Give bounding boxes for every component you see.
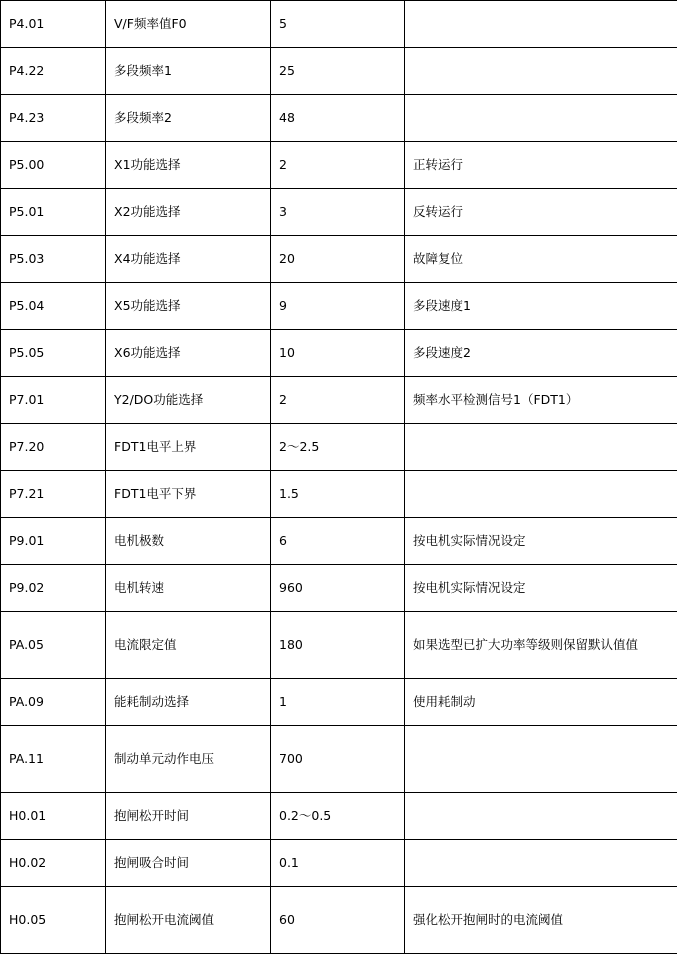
cell-parameter-name: 电机极数 — [106, 518, 271, 565]
cell-parameter-value: 2 — [271, 142, 405, 189]
cell-parameter-name: 抱闸松开电流阈值 — [106, 887, 271, 954]
cell-parameter-name: 抱闸吸合时间 — [106, 840, 271, 887]
table-row — [1, 424, 677, 471]
cell-parameter-remark: 按电机实际情况设定 — [405, 518, 677, 565]
cell-parameter-value: 3 — [271, 189, 405, 236]
cell-parameter-remark: 反转运行 — [405, 189, 677, 236]
cell-parameter-code: P5.04 — [1, 283, 106, 330]
cell-parameter-name: 多段频率1 — [106, 48, 271, 95]
cell-parameter-code: P5.05 — [1, 330, 106, 377]
cell-parameter-code: P4.01 — [1, 1, 106, 48]
cell-parameter-name: 电流限定值 — [106, 612, 271, 679]
cell-parameter-remark: 多段速度1 — [405, 283, 677, 330]
cell-parameter-remark: 正转运行 — [405, 142, 677, 189]
cell-parameter-name: 电机转速 — [106, 565, 271, 612]
cell-parameter-value: 180 — [271, 612, 405, 679]
cell-parameter-value: 25 — [271, 48, 405, 95]
cell-parameter-name: X5功能选择 — [106, 283, 271, 330]
cell-parameter-value: 1 — [271, 679, 405, 726]
cell-parameter-code: H0.02 — [1, 840, 106, 887]
cell-parameter-remark: 多段速度2 — [405, 330, 677, 377]
cell-parameter-code: P9.02 — [1, 565, 106, 612]
cell-parameter-value: 2 — [271, 377, 405, 424]
cell-parameter-value: 5 — [271, 1, 405, 48]
table-row — [1, 887, 677, 954]
cell-parameter-name: X2功能选择 — [106, 189, 271, 236]
table-row — [1, 283, 677, 330]
cell-parameter-code: P7.21 — [1, 471, 106, 518]
table-row — [1, 840, 677, 887]
cell-parameter-remark: 故障复位 — [405, 236, 677, 283]
cell-parameter-value: 60 — [271, 887, 405, 954]
cell-parameter-code: P5.01 — [1, 189, 106, 236]
cell-parameter-remark — [405, 793, 677, 840]
cell-parameter-code: P5.00 — [1, 142, 106, 189]
cell-parameter-value: 960 — [271, 565, 405, 612]
cell-parameter-name: 能耗制动选择 — [106, 679, 271, 726]
table-row — [1, 518, 677, 565]
cell-parameter-name: FDT1电平上界 — [106, 424, 271, 471]
cell-parameter-code: P4.22 — [1, 48, 106, 95]
cell-parameter-remark: 按电机实际情况设定 — [405, 565, 677, 612]
cell-parameter-remark: 如果选型已扩大功率等级则保留默认值值 — [405, 612, 677, 679]
table-row — [1, 236, 677, 283]
cell-parameter-remark: 频率水平检测信号1（FDT1） — [405, 377, 677, 424]
table-row — [1, 1, 677, 48]
cell-parameter-remark — [405, 424, 677, 471]
cell-parameter-value: 0.1 — [271, 840, 405, 887]
cell-parameter-name: X1功能选择 — [106, 142, 271, 189]
table-row — [1, 565, 677, 612]
table-row — [1, 330, 677, 377]
parameter-table-body — [1, 1, 677, 954]
cell-parameter-name: 抱闸松开时间 — [106, 793, 271, 840]
table-row — [1, 471, 677, 518]
cell-parameter-name: FDT1电平下界 — [106, 471, 271, 518]
cell-parameter-remark — [405, 1, 677, 48]
cell-parameter-value: 20 — [271, 236, 405, 283]
cell-parameter-name: X4功能选择 — [106, 236, 271, 283]
cell-parameter-remark — [405, 840, 677, 887]
cell-parameter-value: 700 — [271, 726, 405, 793]
cell-parameter-remark — [405, 48, 677, 95]
cell-parameter-remark — [405, 726, 677, 793]
cell-parameter-code: PA.09 — [1, 679, 106, 726]
table-row — [1, 726, 677, 793]
cell-parameter-code: PA.11 — [1, 726, 106, 793]
cell-parameter-name: Y2/DO功能选择 — [106, 377, 271, 424]
cell-parameter-code: P7.01 — [1, 377, 106, 424]
cell-parameter-value: 1.5 — [271, 471, 405, 518]
cell-parameter-name: V/F频率值F0 — [106, 1, 271, 48]
cell-parameter-value: 9 — [271, 283, 405, 330]
cell-parameter-value: 2～2.5 — [271, 424, 405, 471]
cell-parameter-code: PA.05 — [1, 612, 106, 679]
cell-parameter-name: 制动单元动作电压 — [106, 726, 271, 793]
cell-parameter-value: 48 — [271, 95, 405, 142]
table-row — [1, 189, 677, 236]
cell-parameter-remark — [405, 471, 677, 518]
table-row — [1, 679, 677, 726]
cell-parameter-value: 10 — [271, 330, 405, 377]
cell-parameter-code: H0.05 — [1, 887, 106, 954]
table-row — [1, 612, 677, 679]
cell-parameter-code: P9.01 — [1, 518, 106, 565]
table-row — [1, 142, 677, 189]
cell-parameter-name: 多段频率2 — [106, 95, 271, 142]
table-row — [1, 377, 677, 424]
cell-parameter-code: H0.01 — [1, 793, 106, 840]
cell-parameter-code: P5.03 — [1, 236, 106, 283]
cell-parameter-value: 0.2～0.5 — [271, 793, 405, 840]
cell-parameter-remark: 强化松开抱闸时的电流阈值 — [405, 887, 677, 954]
table-row — [1, 793, 677, 840]
cell-parameter-code: P4.23 — [1, 95, 106, 142]
cell-parameter-remark — [405, 95, 677, 142]
cell-parameter-value: 6 — [271, 518, 405, 565]
cell-parameter-name: X6功能选择 — [106, 330, 271, 377]
table-row — [1, 48, 677, 95]
cell-parameter-code: P7.20 — [1, 424, 106, 471]
table-row — [1, 95, 677, 142]
cell-parameter-remark: 使用耗制动 — [405, 679, 677, 726]
